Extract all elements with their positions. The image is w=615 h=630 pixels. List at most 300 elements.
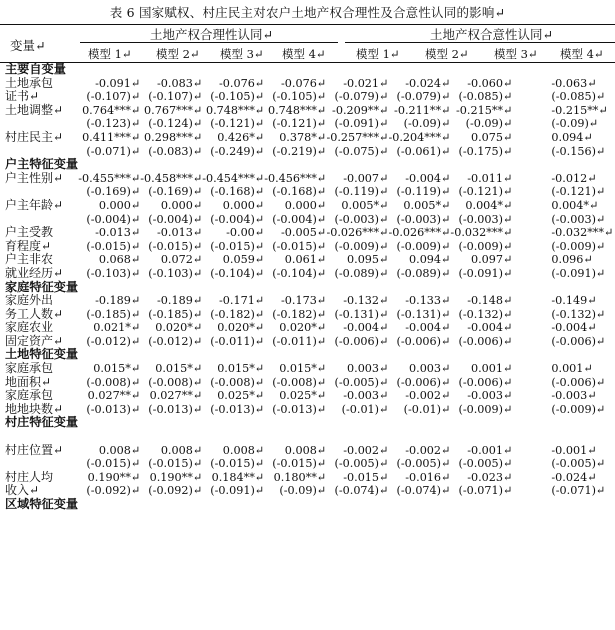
coefficient-cell: (-0.015)↵ — [148, 457, 203, 471]
coefficient-cell: (-0.103)↵ — [86, 266, 141, 280]
coefficient-cell: (-0.009)↵ — [458, 239, 513, 253]
coefficient-cell: (-0.074)↵ — [334, 484, 389, 498]
coefficient-cell: 0.004*↵ — [465, 198, 513, 212]
coefficient-cell: (-0.009)↵ — [551, 239, 606, 253]
coefficient-cell — [388, 281, 450, 295]
coefficient-cell: (-0.091)↵ — [551, 266, 606, 280]
coefficient-cell: (-0.015)↵ — [272, 457, 327, 471]
var-header: 变量↵ — [10, 38, 46, 53]
coefficient-cell: (-0.091)↵ — [210, 484, 265, 498]
coefficient-cell: 0.180**↵ — [273, 470, 327, 484]
coefficient-cell: 0.025*↵ — [217, 389, 265, 403]
coefficient-cell: 0.094↵ — [551, 130, 593, 144]
table-row — [0, 457, 615, 471]
variable-label — [0, 185, 78, 199]
coefficient-cell: (-0.09)↵ — [465, 117, 513, 131]
coefficient-cell: 0.094↵ — [409, 253, 451, 267]
variable-label: 固定资产↵ — [5, 333, 64, 348]
table-row — [0, 213, 615, 227]
coefficient-cell: 0.025*↵ — [279, 389, 327, 403]
coefficient-cell: (-0.006)↵ — [551, 375, 606, 389]
coefficient-cell: 0.003↵ — [347, 362, 389, 376]
variable-label: 户主受教 — [5, 225, 54, 240]
coefficient-cell: 0.000↵ — [98, 198, 141, 212]
section-label: 区域特征变量 — [5, 497, 79, 511]
coefficient-cell: (-0.085)↵ — [551, 90, 606, 104]
coefficient-cell — [512, 430, 615, 444]
section-row — [0, 63, 615, 77]
coefficient-cell: (-0.006)↵ — [396, 375, 451, 389]
coefficient-cell: 0.015*↵ — [217, 362, 265, 376]
coefficient-cell: 0.027**↵ — [149, 389, 203, 403]
table-row — [0, 389, 615, 403]
table-row — [0, 90, 615, 104]
coefficient-cell: (-0.079)↵ — [396, 90, 451, 104]
group-header-reasonableness: 土地产权合理性认同↵ — [150, 27, 273, 42]
coefficient-cell: (-0.015)↵ — [210, 239, 265, 253]
coefficient-cell: 0.184**↵ — [211, 470, 265, 484]
coefficient-cell: (-0.005)↵ — [396, 457, 451, 471]
coefficient-cell — [450, 63, 512, 77]
table-row — [0, 308, 615, 322]
coefficient-cell: (-0.083)↵ — [148, 144, 203, 158]
table-row — [0, 335, 615, 349]
variable-label: 户主非农 — [5, 252, 54, 267]
coefficient-cell: (-0.061)↵ — [396, 144, 451, 158]
coefficient-cell: (-0.169)↵ — [86, 185, 141, 199]
coefficient-cell — [326, 416, 388, 430]
coefficient-cell: (-0.071)↵ — [551, 484, 606, 498]
coefficient-cell — [202, 348, 264, 362]
coefficient-cell: (-0.085)↵ — [458, 90, 513, 104]
coefficient-cell: -0.004↵ — [551, 321, 597, 335]
coefficient-cell — [326, 281, 388, 295]
model-header: 模型 1↵ — [88, 47, 132, 61]
table-row — [0, 444, 615, 458]
coefficient-cell — [202, 281, 264, 295]
table-row — [0, 226, 615, 240]
coefficient-cell — [388, 63, 450, 77]
coefficient-cell: (-0.121)↵ — [551, 185, 606, 199]
coefficient-cell: (-0.131)↵ — [396, 307, 451, 321]
coefficient-cell: -0.032***↵ — [450, 226, 513, 240]
coefficient-cell: (-0.004)↵ — [210, 212, 265, 226]
coefficient-cell — [264, 348, 326, 362]
coefficient-cell: (-0.009)↵ — [551, 402, 606, 416]
coefficient-cell: 0.097↵ — [470, 253, 513, 267]
coefficient-cell: (-0.132)↵ — [551, 307, 606, 321]
coefficient-cell: (-0.168)↵ — [272, 185, 327, 199]
coefficient-cell: (-0.105)↵ — [210, 90, 265, 104]
section-row — [0, 348, 615, 362]
coefficient-cell — [78, 348, 140, 362]
coefficient-cell: (-0.168)↵ — [210, 185, 265, 199]
table-row — [0, 240, 615, 254]
coefficient-cell: -0.032***↵ — [551, 226, 614, 240]
coefficient-cell — [450, 430, 512, 444]
coefficient-cell — [140, 498, 202, 512]
coefficient-cell — [450, 281, 512, 295]
model-header: 模型 2↵ — [425, 47, 469, 61]
coefficient-cell: -0.001↵ — [467, 443, 513, 457]
coefficient-cell: -0.021↵ — [343, 76, 389, 90]
coefficient-cell: -0.076↵ — [281, 76, 327, 90]
coefficient-cell — [264, 63, 326, 77]
group2-underline — [345, 42, 615, 43]
coefficient-cell: (-0.009)↵ — [396, 239, 451, 253]
coefficient-cell: -0.173↵ — [281, 294, 327, 308]
variable-label: 地地块数↵ — [5, 401, 64, 416]
coefficient-cell: -0.007↵ — [343, 171, 389, 185]
variable-label — [0, 117, 78, 131]
model-header: 模型 3↵ — [220, 47, 264, 61]
coefficient-cell: (-0.121)↵ — [272, 117, 327, 131]
section-row — [0, 158, 615, 172]
coefficient-cell: 0.748***↵ — [268, 103, 327, 117]
coefficient-cell: (-0.123)↵ — [86, 117, 141, 131]
coefficient-cell — [264, 498, 326, 512]
coefficient-cell: (-0.119)↵ — [396, 185, 451, 199]
coefficient-cell: (-0.005)↵ — [551, 457, 606, 471]
coefficient-cell — [326, 348, 388, 362]
coefficient-cell — [326, 158, 388, 172]
coefficient-cell: 0.001↵ — [470, 362, 513, 376]
coefficient-cell: 0.008↵ — [284, 443, 327, 457]
coefficient-cell: (-0.013)↵ — [272, 402, 327, 416]
coefficient-cell: (-0.09)↵ — [551, 117, 599, 131]
table-row — [0, 77, 615, 91]
coefficient-cell: 0.190**↵ — [149, 470, 203, 484]
coefficient-cell — [388, 158, 450, 172]
table-row — [0, 145, 615, 159]
coefficient-cell: (-0.092)↵ — [148, 484, 203, 498]
coefficient-cell: (-0.003)↵ — [334, 212, 389, 226]
coefficient-cell: -0.076↵ — [219, 76, 265, 90]
table-row — [0, 471, 615, 485]
coefficient-cell: 0.000↵ — [222, 198, 265, 212]
coefficient-cell — [512, 63, 615, 77]
coefficient-cell: (-0.004)↵ — [148, 212, 203, 226]
coefficient-cell: -0.012↵ — [551, 171, 597, 185]
coefficient-cell: -0.091↵ — [95, 76, 141, 90]
coefficient-cell: (-0.008)↵ — [86, 375, 141, 389]
coefficient-cell: -0.003↵ — [467, 389, 513, 403]
variable-label: 收入↵ — [5, 483, 40, 498]
coefficient-cell: -0.00↵ — [226, 226, 265, 240]
section-row — [0, 498, 615, 512]
table-row — [0, 321, 615, 335]
table-row — [0, 376, 615, 390]
model-header: 模型 3↵ — [494, 47, 538, 61]
coefficient-cell: (-0.071)↵ — [458, 484, 513, 498]
table-row — [0, 484, 615, 498]
table-row — [0, 253, 615, 267]
table-row — [0, 294, 615, 308]
section-label: 家庭特征变量 — [5, 279, 79, 294]
coefficient-cell — [512, 348, 615, 362]
coefficient-cell: -0.454***↵ — [202, 171, 265, 185]
coefficient-cell: (-0.104)↵ — [210, 266, 265, 280]
coefficient-cell: 0.020*↵ — [155, 321, 203, 335]
coefficient-cell: 0.764***↵ — [82, 103, 141, 117]
coefficient-cell: 0.005*↵ — [341, 198, 389, 212]
coefficient-cell: -0.013↵ — [157, 226, 203, 240]
coefficient-cell — [140, 416, 202, 430]
coefficient-cell: -0.209**↵ — [332, 103, 389, 117]
coefficient-cell: -0.015↵ — [343, 470, 389, 484]
coefficient-cell: (-0.015)↵ — [272, 239, 327, 253]
coefficient-cell: (-0.006)↵ — [396, 334, 451, 348]
coefficient-cell: -0.003↵ — [551, 389, 597, 403]
coefficient-cell: (-0.074)↵ — [396, 484, 451, 498]
section-label: 主要自变量 — [5, 62, 66, 76]
coefficient-cell — [512, 158, 615, 172]
coefficient-cell — [388, 348, 450, 362]
coefficient-cell: (-0.185)↵ — [148, 307, 203, 321]
coefficient-cell: (-0.006)↵ — [458, 375, 513, 389]
coefficient-cell: (-0.182)↵ — [272, 307, 327, 321]
variable-label: 就业经历↵ — [5, 265, 64, 280]
coefficient-cell: (-0.075)↵ — [334, 144, 389, 158]
coefficient-cell: 0.003↵ — [409, 362, 451, 376]
table-row — [0, 199, 615, 213]
coefficient-cell: -0.204***↵ — [388, 130, 451, 144]
coefficient-cell: -0.060↵ — [467, 76, 513, 90]
coefficient-cell — [326, 63, 388, 77]
coefficient-cell — [78, 416, 140, 430]
coefficient-cell: (-0.132)↵ — [458, 307, 513, 321]
coefficient-cell: (-0.013)↵ — [86, 402, 141, 416]
group1-underline — [80, 42, 338, 43]
coefficient-cell: -0.024↵ — [405, 76, 451, 90]
coefficient-cell: (-0.104)↵ — [272, 266, 327, 280]
coefficient-cell: 0.020*↵ — [217, 321, 265, 335]
coefficient-cell: (-0.011)↵ — [210, 334, 265, 348]
table-row — [0, 104, 615, 118]
coefficient-cell — [202, 158, 264, 172]
coefficient-cell — [264, 281, 326, 295]
coefficient-cell: -0.004↵ — [343, 321, 389, 335]
coefficient-cell: 0.095↵ — [347, 253, 389, 267]
coefficient-cell: (-0.012)↵ — [86, 334, 141, 348]
coefficient-cell: 0.190**↵ — [87, 470, 141, 484]
coefficient-cell — [264, 416, 326, 430]
coefficient-cell: -0.011↵ — [467, 171, 513, 185]
coefficient-cell: -0.005↵ — [281, 226, 327, 240]
coefficient-cell: (-0.006)↵ — [458, 334, 513, 348]
coefficient-cell: -0.083↵ — [157, 76, 203, 90]
coefficient-cell: 0.748***↵ — [206, 103, 265, 117]
coefficient-cell: (-0.219)↵ — [272, 144, 327, 158]
coefficient-cell: 0.075↵ — [470, 130, 513, 144]
coefficient-cell: (-0.089)↵ — [396, 266, 451, 280]
section-row — [0, 416, 615, 430]
model-header: 模型 2↵ — [156, 47, 200, 61]
table-title: 表 6 国家赋权、村庄民主对农户土地产权合理性及合意性认同的影响↵ — [109, 5, 506, 20]
coefficient-cell: -0.001↵ — [551, 443, 597, 457]
coefficient-cell — [450, 498, 512, 512]
variable-label — [0, 430, 78, 444]
coefficient-cell: 0.068↵ — [98, 253, 141, 267]
coefficient-cell: -0.004↵ — [405, 321, 451, 335]
coefficient-cell: (-0.121)↵ — [210, 117, 265, 131]
coefficient-cell: (-0.124)↵ — [148, 117, 203, 131]
coefficient-cell: -0.211**↵ — [394, 103, 451, 117]
coefficient-cell: (-0.015)↵ — [210, 457, 265, 471]
coefficients-table — [0, 63, 615, 512]
coefficient-cell: 0.072↵ — [160, 253, 203, 267]
coefficient-cell — [264, 158, 326, 172]
coefficient-cell: (-0.008)↵ — [210, 375, 265, 389]
coefficient-cell: 0.000↵ — [160, 198, 203, 212]
coefficient-cell: (-0.119)↵ — [334, 185, 389, 199]
coefficient-cell: (-0.015)↵ — [148, 239, 203, 253]
coefficient-cell: 0.015*↵ — [155, 362, 203, 376]
coefficient-cell: (-0.079)↵ — [334, 90, 389, 104]
variable-label: 务工人数↵ — [5, 306, 64, 321]
coefficient-cell: -0.016↵ — [405, 470, 451, 484]
coefficient-cell: -0.189↵ — [157, 294, 203, 308]
coefficient-cell: -0.133↵ — [405, 294, 451, 308]
coefficient-cell: -0.189↵ — [95, 294, 141, 308]
coefficient-cell: (-0.003)↵ — [458, 212, 513, 226]
variable-label: 村庄人均 — [5, 469, 54, 484]
coefficient-cell: (-0.003)↵ — [551, 212, 606, 226]
coefficient-cell: 0.767***↵ — [144, 103, 203, 117]
coefficient-cell: (-0.011)↵ — [272, 334, 327, 348]
coefficient-cell — [140, 281, 202, 295]
coefficient-cell: (-0.156)↵ — [551, 144, 606, 158]
coefficient-cell: (-0.09)↵ — [279, 484, 327, 498]
coefficient-cell: -0.456***↵ — [264, 171, 327, 185]
coefficient-cell: (-0.004)↵ — [272, 212, 327, 226]
coefficient-cell: 0.298***↵ — [144, 130, 203, 144]
coefficient-cell: (-0.175)↵ — [458, 144, 513, 158]
coefficient-cell — [140, 158, 202, 172]
coefficient-cell: -0.215**↵ — [551, 103, 608, 117]
model-header: 模型 4↵ — [282, 47, 326, 61]
coefficient-cell: 0.008↵ — [222, 443, 265, 457]
coefficient-cell — [512, 498, 615, 512]
section-row — [0, 281, 615, 295]
coefficient-cell — [326, 498, 388, 512]
table-row — [0, 430, 615, 444]
variable-label: 家庭农业 — [5, 320, 54, 335]
coefficient-cell — [78, 281, 140, 295]
table-row — [0, 362, 615, 376]
coefficient-cell: (-0.107)↵ — [86, 90, 141, 104]
coefficient-cell: -0.171↵ — [219, 294, 265, 308]
coefficient-cell: (-0.169)↵ — [148, 185, 203, 199]
coefficient-cell: (-0.004)↵ — [86, 212, 141, 226]
coefficient-cell: (-0.005)↵ — [458, 457, 513, 471]
coefficient-cell: (-0.008)↵ — [272, 375, 327, 389]
coefficient-cell: -0.455***↵ — [78, 171, 141, 185]
coefficient-cell — [202, 430, 264, 444]
coefficient-cell: (-0.091)↵ — [458, 266, 513, 280]
coefficient-cell — [140, 430, 202, 444]
coefficient-cell — [202, 416, 264, 430]
coefficient-cell: -0.063↵ — [551, 76, 597, 90]
coefficient-cell: (-0.182)↵ — [210, 307, 265, 321]
coefficient-cell: 0.426*↵ — [217, 130, 265, 144]
coefficient-cell: (-0.006)↵ — [334, 334, 389, 348]
coefficient-cell: (-0.009)↵ — [334, 239, 389, 253]
variable-label: 户主年龄↵ — [5, 197, 64, 212]
coefficient-cell: -0.004↵ — [405, 171, 451, 185]
coefficient-cell: 0.001↵ — [551, 362, 593, 376]
coefficient-cell — [450, 158, 512, 172]
section-label: 村庄特征变量 — [5, 415, 79, 430]
coefficient-cell: (-0.012)↵ — [148, 334, 203, 348]
coefficient-cell — [388, 416, 450, 430]
coefficient-cell: (-0.107)↵ — [148, 90, 203, 104]
coefficient-cell — [512, 416, 615, 430]
coefficient-cell: (-0.091)↵ — [334, 117, 389, 131]
coefficient-cell: -0.002↵ — [343, 443, 389, 457]
coefficient-cell: (-0.103)↵ — [148, 266, 203, 280]
coefficient-cell: (-0.01)↵ — [341, 402, 389, 416]
variable-label: 家庭外出 — [5, 293, 54, 308]
coefficient-cell — [78, 63, 140, 77]
coefficient-cell: (-0.008)↵ — [148, 375, 203, 389]
variable-label: 土地承包 — [5, 75, 54, 90]
coefficient-cell: 0.059↵ — [222, 253, 265, 267]
coefficient-cell — [78, 498, 140, 512]
coefficient-cell: 0.015*↵ — [279, 362, 327, 376]
variable-label: 村庄民主↵ — [5, 129, 64, 144]
coefficient-cell — [388, 498, 450, 512]
variable-label: 家庭承包 — [5, 388, 54, 403]
coefficient-cell: 0.015*↵ — [93, 362, 141, 376]
table-row — [0, 185, 615, 199]
coefficient-cell: 0.008↵ — [98, 443, 141, 457]
coefficient-cell: 0.027**↵ — [87, 389, 141, 403]
coefficient-cell: (-0.013)↵ — [210, 402, 265, 416]
section-label: 土地特征变量 — [5, 347, 79, 362]
coefficient-cell: 0.096↵ — [551, 253, 593, 267]
variable-label: 证书↵ — [5, 89, 40, 104]
coefficient-cell: -0.002↵ — [405, 443, 451, 457]
variable-label: 地面积↵ — [5, 374, 52, 389]
coefficient-cell: -0.132↵ — [343, 294, 389, 308]
model-header: 模型 4↵ — [560, 47, 604, 61]
coefficient-cell: -0.026***↵ — [326, 226, 389, 240]
table-row — [0, 172, 615, 186]
coefficient-cell: -0.215**↵ — [456, 103, 513, 117]
variable-label — [0, 457, 78, 471]
coefficient-cell: (-0.249)↵ — [210, 144, 265, 158]
coefficient-cell: 0.000↵ — [284, 198, 327, 212]
coefficient-cell: (-0.01)↵ — [403, 402, 451, 416]
variable-label: 育程度↵ — [5, 238, 52, 253]
coefficient-cell — [450, 416, 512, 430]
table-row — [0, 267, 615, 281]
coefficient-cell: -0.458***↵ — [140, 171, 203, 185]
coefficient-cell: (-0.005)↵ — [334, 375, 389, 389]
coefficient-cell: -0.023↵ — [467, 470, 513, 484]
coefficient-cell: -0.148↵ — [467, 294, 513, 308]
table-row — [0, 117, 615, 131]
coefficient-cell: (-0.092)↵ — [86, 484, 141, 498]
coefficient-cell: (-0.071)↵ — [86, 144, 141, 158]
coefficient-cell — [202, 498, 264, 512]
coefficient-cell: 0.021*↵ — [93, 321, 141, 335]
coefficient-cell: -0.257***↵ — [326, 130, 389, 144]
coefficient-cell — [512, 281, 615, 295]
coefficient-cell: (-0.003)↵ — [396, 212, 451, 226]
variable-label: 村庄位置↵ — [5, 442, 64, 457]
